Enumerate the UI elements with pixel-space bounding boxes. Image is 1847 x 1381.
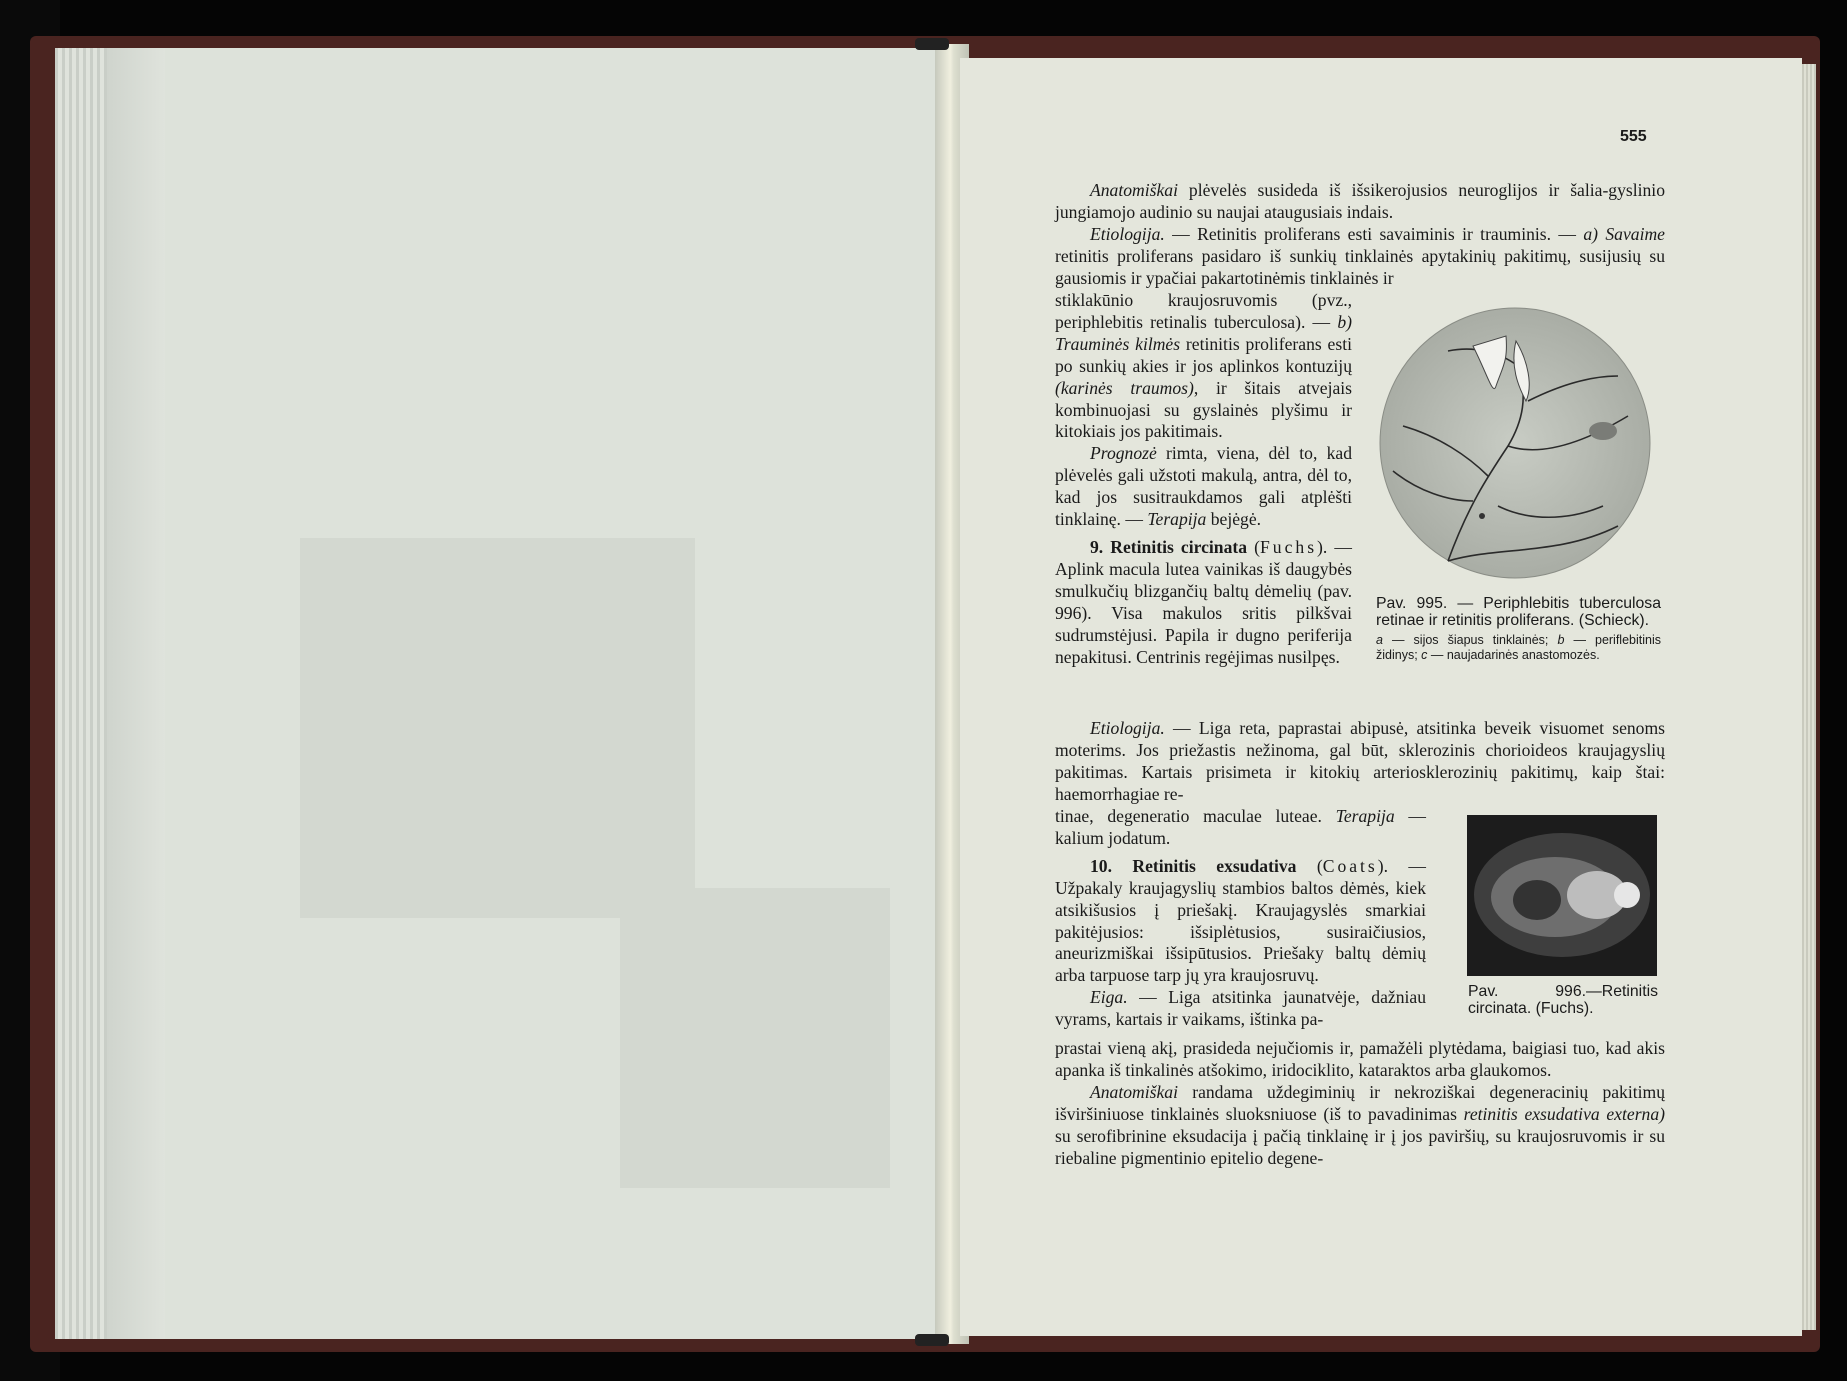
figure-995-caption bbox=[1376, 595, 1661, 662]
paragraph: tinae, degeneratio maculae luteae. Terapija — kalium jodatum. bbox=[1055, 806, 1426, 848]
fundus-figure-996 bbox=[1467, 815, 1657, 976]
text-block-middle bbox=[1055, 718, 1665, 806]
page-number: 555 bbox=[1620, 128, 1647, 145]
left-page-body bbox=[165, 48, 955, 1339]
paragraph: 9. Retinitis circinata (Fuchs). — Aplink macula lutea vainikas iš daugybės smulkučių blizgančių baltų dėmelių (pav. 996). Visa makulos sritis pilkšvai sudrumstėjusi. Papila ir dugno periferija nepakitusi. Centrinis regėjimas nusilpęs. bbox=[1055, 536, 1352, 667]
left-page bbox=[55, 48, 955, 1339]
fundus-figure-995 bbox=[1378, 306, 1652, 580]
paragraph: 10. Retinitis exsudativa (Coats). — Užpakaly kraujagyslių stambios baltos dėmės, kiek atsikišusios į priešakį. Kraujagyslės smarkiai pakitėjusios: išsiplėtusios, susiraičiusios, aneurizmiškai išsipūtusios. Priešaky baltų dėmių arba tarpuose tarp jų yra kraujosruvų. bbox=[1055, 855, 1427, 986]
paragraph: Etiologija. — Liga reta, paprastai abipusė, atsitinka beveik visuomet senoms moterims. Jos priežastis nežinoma, gal būt, sklerozinis chorioideos kraujagyslių pakitimas. Kartais prisimeta ir kitokių arteriosklerozinių pakitimų, kaip štai: haemorrhagiae re- bbox=[1055, 718, 1665, 804]
bleed-through bbox=[620, 888, 890, 1188]
text-block-top bbox=[1055, 180, 1665, 290]
page-edges bbox=[55, 48, 107, 1339]
paragraph: prastai vieną akį, prasideda nejučiomis ir, pamažėli plytėdama, baigiasi tuo, kad akis apanka iš tinkalinės atšokimo, iridociklito, kataraktos arba glaukomos. bbox=[1055, 1038, 1665, 1080]
paragraph: Anatomiškai plėvelės susideda iš išsikerojusios neuroglijos ir šalia-gyslinio jungiamojo audinio su naujai ataugusiais indais. bbox=[1055, 180, 1665, 222]
caption-legend: a — sijos šiapus tinklainės; b — periflebitinis židinys; c — naujadarinės anastomozės. bbox=[1376, 633, 1661, 662]
binding-clip bbox=[915, 38, 949, 50]
page-edge-shadow bbox=[107, 48, 165, 1339]
text-column-left-2 bbox=[1055, 806, 1426, 1031]
caption-text: Pav. 995. — Periphlebitis tuberculosa retinae ir retinitis proliferans. (Schieck). bbox=[1376, 595, 1661, 629]
text-column-left bbox=[1055, 290, 1352, 668]
paragraph: Eiga. — Liga atsitinka jaunatvėje, dažniau vyrams, kartais ir vaikams, ištinka pa- bbox=[1055, 987, 1426, 1030]
figure-996-caption: Pav. 996.—Retinitis circinata. (Fuchs). bbox=[1468, 983, 1658, 1017]
binding-clip bbox=[915, 1334, 949, 1346]
paragraph: stiklakūnio kraujosruvomis (pvz., periphlebitis retinalis tuberculosa). — b) Trauminės kilmės retinitis proliferans esti po sunkių akies ir jos aplinkos kontuzijų (karinės traumos), ir šitais atvejais kombinuojasi su gyslainės plyšimu ir kitokiais jos pakitimais. bbox=[1055, 290, 1353, 442]
paragraph: Prognozė rimta, viena, dėl to, kad plėvelės gali užstoti makulą, antra, dėl to, kad jos susitraukdamos gali atplėšti tinklainę. — Terapija bejėgė. bbox=[1055, 443, 1352, 530]
paragraph: Etiologija. — Retinitis proliferans esti savaiminis ir trauminis. — a) Savaime retinitis proliferans pasidaro iš sunkių tinklainės apytakinių pakitimų, susijusių su gausiomis ir ypačiai pakartotinėmis tinklainės ir bbox=[1055, 223, 1665, 288]
page-edges bbox=[1802, 64, 1816, 1330]
paragraph: Anatomiškai randama uždegiminių ir nekroziškai degeneracinių pakitimų išviršiniuose tinklainės sluoksniuose (iš to pavadinimas retinitis exsudativa externa) su serofibrinine eksudacija į pačią tinklainę ir į jos paviršių, su kraujosruvomis ir su riebaline pigmentinio epitelio degene- bbox=[1055, 1081, 1665, 1168]
bleed-through bbox=[300, 538, 695, 918]
text-block-bottom bbox=[1055, 1038, 1665, 1169]
